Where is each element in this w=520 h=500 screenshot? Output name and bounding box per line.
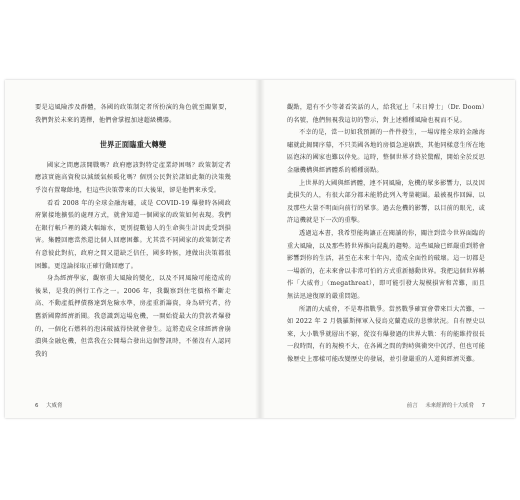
book-spread <box>5 80 515 418</box>
left-paragraph-1: 要是這風險涉及群體，各國的政策制定者所扮演的角色就至關緊要，我們對於未來的選擇，他們會掌握加速超級機器。 <box>35 104 231 124</box>
left-running-title: 大威脅 <box>46 403 63 409</box>
left-page-body <box>35 102 231 361</box>
right-running-title: 未來經濟的十大威脅 <box>425 403 474 409</box>
left-page-footer <box>35 401 68 409</box>
right-page-footer <box>401 401 485 409</box>
left-paragraph-4: 身為經濟學家，觀察重大風險的變化，以及不同風險可能造成的後果，是我的例行工作之一。2006 年，我觀察到住宅價格不斷走高、不動產抵押債務達到危險水準，房產重新籌資，身為研究者，待舊新國際經濟新聞。我意識到這場危機，一開始從最大的貸款者爆發的，一個化石燃料的泡沫破滅得快就會發生。這將造成全球經濟會崩潰與金融危機，但當我在公開場合發出這個警訊時，不僅沒有人認同我的 <box>35 275 231 358</box>
right-page-body <box>287 102 485 366</box>
right-page-number: 7 <box>481 403 485 409</box>
left-paragraph-3: 看看 2008 年的全球金融海嘯，或是 COVID-19 爆發時各國政府緊接地擴張的處理方式，就會知道一個國家的政策如何表現。我們在銀行帳戶裡的錢大幅縮水，更別提數億人的生命與生計因此受到損害。集體回應當然還比個人回應困難。尤其當不同國家的政策制定者有意彼此對抗，政府之間又還缺乏信任，國多時候，連做出決策都很困難。更遑論採取正確行動回應了。 <box>35 199 231 270</box>
right-paragraph-4: 透過這本書，我希望能夠讓正在閱讀的你，關注到當今世界面臨的重大風險，以及那些將世界推向混亂的趨勢。這些風險已經嚴重到將會影響到你的生活，甚至在未來十年內，造成全面性的破壞。這一切都是一場新的，在未來會以非常可怕的方式重新撼動世界。我把這個世界稱作「大威脅」（megathreat），即可能引發大規模損害和苦難，而且無法迅速復原的嚴重問題。 <box>287 229 486 300</box>
left-paragraph-2: 國家之間應該開戰嗎？政府應該對特定產業紓困嗎？政策制定者應該實施高資稅以減緩氣候暖化嗎？個別公民對於諸如此類的決策幾乎沒有置喙餘地，但這些決策帶來的巨大後果，卻是他們來承受。 <box>35 161 231 194</box>
left-page-number: 6 <box>35 403 39 409</box>
right-paragraph-2: 不幸的是，當一切如我預測的一件件發生，一場席捲全球的金融海嘯就此揭開序幕，不只美國各地的房價急速崩跌，其他同樣意生所在地區泡沫的國家也難以倖免。這時，整個世界才終於驚醒，開始全於反思金融機構與經濟體系的種種弱點。 <box>287 129 486 174</box>
right-paragraph-3: 上世界的大國與經濟體，連不同風險，危機的眾多影響力，以及因此損失的人，有很大部分都未能將此列入考量範圍。最被視作回歸、以及那些大量不明面向前行的眾事。過去危機的影響，以目前的眼光，或許這機就是下一次的重擊。 <box>287 179 486 225</box>
book-gutter <box>255 80 265 418</box>
right-paragraph-1: 觀點，還有不少等著看笑話的人，給我冠上「末日博士」（Dr. Doom）的名號，他們無視我這切的警示，對上述種種風險也視而不見。 <box>287 104 485 124</box>
right-section-label: 前言 <box>406 403 418 409</box>
right-paragraph-5: 所謂的大威脅，不是專指戰爭。當然戰爭確實會帶來巨大苦難，一如 2022 年 2 月俄羅斯揮軍入侵烏克蘭造成的悲慘狀況。自有歷史以來，大小戰爭就層出不窮，從沒有爆發過的世界大戰：有的能維持很長一段時間，有的規模不大，在各國之間的對峙與衝突中沉浮，但也可能像歷史上那樣可能改變歷史的發展，並引發嚴重的人道與經濟災難。 <box>287 305 486 363</box>
section-heading: 世界正面臨重大轉變 <box>99 140 167 150</box>
